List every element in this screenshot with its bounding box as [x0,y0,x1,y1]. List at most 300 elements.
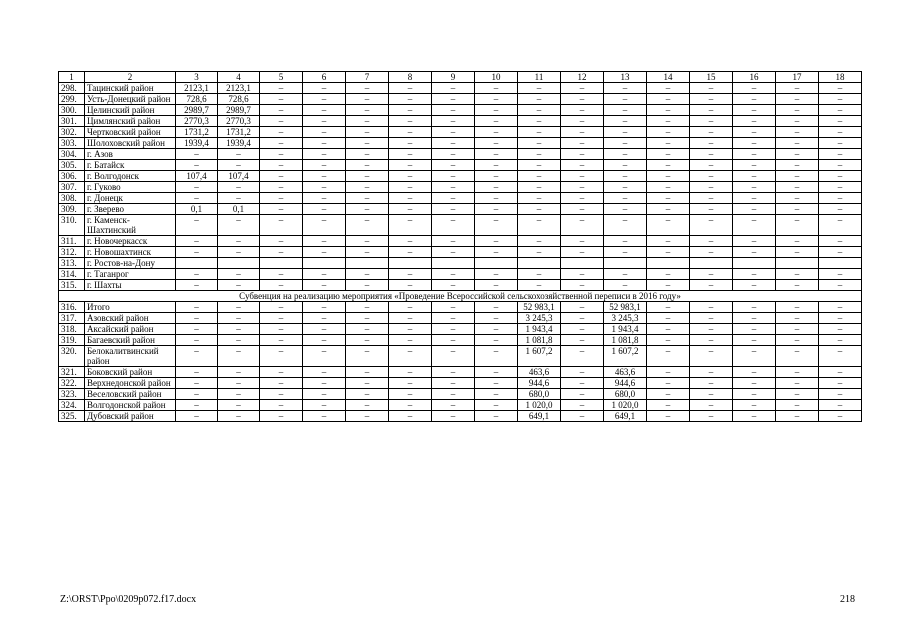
cell-dash: – [389,247,432,258]
cell-dash: – [432,269,475,280]
row-number: 308. [59,193,85,204]
cell-col12: – [561,400,604,411]
cell-col4: 2770,3 [218,116,260,127]
cell-dash: – [690,302,733,313]
cell-dash: – [389,127,432,138]
row-number: 303. [59,138,85,149]
cell-dash: – [733,335,776,346]
cell-col11: – [518,105,561,116]
cell-dash: – [303,215,346,236]
cell-dash: – [346,215,389,236]
cell-col3: 1939,4 [176,138,218,149]
cell-dash: – [733,400,776,411]
cell-dash: – [690,346,733,367]
row-name: Дубовский район [85,411,176,422]
cell-dash: – [432,127,475,138]
cell-dash: – [389,389,432,400]
cell-dash: – [733,215,776,236]
cell-dash: – [346,411,389,422]
row-number: 324. [59,400,85,411]
cell-dash: – [475,94,518,105]
cell-dash: – [647,160,690,171]
cell-col13: – [604,280,647,291]
cell-dash: – [475,138,518,149]
cell-dash: – [475,346,518,367]
row-name: г. Батайск [85,160,176,171]
cell-dash: – [303,83,346,94]
cell-dash: – [432,280,475,291]
cell-dash: – [260,215,303,236]
cell-dash: – [260,346,303,367]
cell-col3: – [176,236,218,247]
cell-dash: – [432,313,475,324]
row-number: 310. [59,215,85,236]
cell-dash: – [432,193,475,204]
cell-col11: – [518,269,561,280]
cell-dash: – [260,400,303,411]
cell-dash: – [647,302,690,313]
cell-col3: – [176,411,218,422]
cell-dash: – [475,160,518,171]
cell-dash: – [389,182,432,193]
cell-dash: – [346,269,389,280]
cell-dash: – [819,324,862,335]
cell-col13: – [604,149,647,160]
cell-dash: – [303,236,346,247]
cell-dash: – [475,116,518,127]
cell-dash: – [260,302,303,313]
row-number: 304. [59,149,85,160]
cell-dash: – [389,171,432,182]
cell-dash: – [647,193,690,204]
cell-dash: – [346,389,389,400]
cell-dash: – [690,269,733,280]
cell-dash: – [733,280,776,291]
cell-col12: – [561,116,604,127]
cell-dash: – [432,204,475,215]
cell-col11: – [518,247,561,258]
cell-col12: – [561,149,604,160]
row-name: Белокалитвинский район [85,346,176,367]
row-name: г. Шахты [85,280,176,291]
row-number: 320. [59,346,85,367]
cell-col3: – [176,280,218,291]
cell-dash: – [432,367,475,378]
cell-col11: 1 081,8 [518,335,561,346]
cell-dash: – [690,83,733,94]
cell-col11: – [518,215,561,236]
cell-dash: – [647,335,690,346]
cell-dash: – [690,204,733,215]
cell-col11: – [518,204,561,215]
cell-dash: – [690,280,733,291]
cell-dash: – [733,204,776,215]
row-number: 309. [59,204,85,215]
cell-dash [647,258,690,269]
cell-dash: – [819,346,862,367]
cell-col13 [604,258,647,269]
cell-dash: – [647,105,690,116]
cell-dash: – [260,335,303,346]
cell-dash: – [776,346,819,367]
cell-dash: – [475,127,518,138]
table-row [59,138,862,149]
column-header: 14 [647,72,690,83]
cell-dash: – [389,215,432,236]
cell-col4: 728,6 [218,94,260,105]
cell-dash: – [819,335,862,346]
cell-dash: – [389,138,432,149]
cell-col13: – [604,269,647,280]
cell-col4: – [218,324,260,335]
footer-file-path: Z:\ORST\Ppo\0209p072.f17.docx [60,594,197,605]
cell-col3: – [176,160,218,171]
cell-dash: – [346,302,389,313]
cell-dash: – [346,313,389,324]
cell-dash: – [647,269,690,280]
cell-dash: – [776,378,819,389]
table-row [59,83,862,94]
cell-col3: 107,4 [176,171,218,182]
cell-col12: – [561,236,604,247]
cell-col4: – [218,269,260,280]
cell-col12: – [561,160,604,171]
cell-dash: – [647,236,690,247]
cell-dash [260,258,303,269]
cell-col11: – [518,171,561,182]
cell-dash: – [776,400,819,411]
cell-dash: – [690,324,733,335]
cell-dash: – [733,378,776,389]
row-number: 317. [59,313,85,324]
cell-dash: – [690,127,733,138]
cell-dash: – [389,367,432,378]
cell-dash: – [776,324,819,335]
cell-dash: – [303,367,346,378]
cell-dash: – [819,269,862,280]
cell-dash: – [303,138,346,149]
cell-col4: 1939,4 [218,138,260,149]
cell-dash: – [733,138,776,149]
cell-dash: – [303,193,346,204]
cell-dash [389,258,432,269]
row-name: Усть-Донецкий район [85,94,176,105]
cell-dash: – [819,378,862,389]
table-row [59,313,862,324]
table-row [59,182,862,193]
cell-col3: – [176,389,218,400]
table-row [59,171,862,182]
cell-dash: – [432,247,475,258]
cell-dash: – [819,193,862,204]
cell-dash: – [819,247,862,258]
cell-dash: – [475,215,518,236]
cell-dash: – [475,247,518,258]
cell-dash: – [776,116,819,127]
cell-dash: – [690,378,733,389]
cell-dash: – [389,105,432,116]
cell-col12: – [561,302,604,313]
cell-dash: – [776,236,819,247]
cell-col13: – [604,160,647,171]
cell-col13: 463,6 [604,367,647,378]
table-row [59,149,862,160]
cell-col4: – [218,335,260,346]
row-name: г. Новошахтинск [85,247,176,258]
column-header: 17 [776,72,819,83]
cell-dash: – [776,171,819,182]
cell-col12: – [561,335,604,346]
cell-dash: – [389,193,432,204]
cell-dash: – [647,400,690,411]
cell-dash: – [303,411,346,422]
cell-col3: – [176,346,218,367]
cell-dash: – [819,367,862,378]
cell-dash: – [475,83,518,94]
row-number: 318. [59,324,85,335]
cell-dash: – [303,269,346,280]
cell-dash: – [432,335,475,346]
cell-col11: 1 607,2 [518,346,561,367]
row-name: г. Донецк [85,193,176,204]
cell-dash: – [647,149,690,160]
cell-dash: – [346,378,389,389]
cell-dash: – [776,94,819,105]
cell-col4: – [218,160,260,171]
table-row [59,335,862,346]
cell-col12: – [561,127,604,138]
cell-col4: 2123,1 [218,83,260,94]
cell-col13: – [604,215,647,236]
cell-col11: 3 245,3 [518,313,561,324]
cell-col3: – [176,367,218,378]
cell-dash: – [303,105,346,116]
cell-dash: – [346,116,389,127]
section-row [59,291,862,302]
row-name: Багаевский район [85,335,176,346]
cell-col13: – [604,138,647,149]
cell-dash: – [346,367,389,378]
cell-dash: – [475,411,518,422]
cell-dash: – [647,138,690,149]
row-name: Шолоховский район [85,138,176,149]
section-title: Субвенция на реализацию мероприятия «Проведение Всероссийской сельскохозяйственной переписи в 2016 году» [59,291,862,302]
cell-col3: 2770,3 [176,116,218,127]
column-header: 7 [346,72,389,83]
cell-dash [690,258,733,269]
cell-dash: – [260,411,303,422]
row-number: 311. [59,236,85,247]
cell-dash: – [260,171,303,182]
cell-dash: – [260,269,303,280]
cell-dash: – [475,389,518,400]
table-row [59,116,862,127]
cell-col11: 52 983,1 [518,302,561,313]
cell-col12 [561,258,604,269]
cell-dash: – [733,182,776,193]
cell-col11: – [518,236,561,247]
cell-dash: – [432,138,475,149]
cell-dash: – [475,324,518,335]
cell-dash: – [303,400,346,411]
cell-dash: – [690,247,733,258]
cell-dash: – [819,302,862,313]
cell-col4: – [218,400,260,411]
cell-col3: – [176,182,218,193]
cell-col11 [518,258,561,269]
cell-dash: – [260,83,303,94]
row-name: Верхнедонской район [85,378,176,389]
cell-dash: – [776,313,819,324]
cell-dash: – [819,116,862,127]
cell-dash: – [733,105,776,116]
cell-col3: – [176,269,218,280]
cell-col4: – [218,215,260,236]
cell-dash: – [432,346,475,367]
cell-col4: – [218,302,260,313]
cell-col12: – [561,105,604,116]
cell-col11: 680,0 [518,389,561,400]
cell-col4: – [218,149,260,160]
cell-dash: – [389,280,432,291]
cell-dash: – [647,313,690,324]
cell-dash: – [733,83,776,94]
cell-dash [432,258,475,269]
cell-dash: – [260,247,303,258]
table-row [59,258,862,269]
cell-dash: – [819,138,862,149]
row-number: 302. [59,127,85,138]
cell-col13: – [604,116,647,127]
cell-col4: – [218,411,260,422]
cell-dash: – [647,346,690,367]
cell-dash: – [260,367,303,378]
cell-dash: – [690,182,733,193]
cell-dash: – [260,204,303,215]
cell-col11: – [518,116,561,127]
cell-dash: – [776,247,819,258]
row-number: 323. [59,389,85,400]
row-name: г. Зверево [85,204,176,215]
cell-dash: – [260,94,303,105]
cell-col3: 0,1 [176,204,218,215]
cell-dash: – [690,160,733,171]
cell-dash: – [303,302,346,313]
cell-dash: – [475,269,518,280]
cell-dash: – [776,302,819,313]
cell-dash: – [776,389,819,400]
cell-dash [346,258,389,269]
cell-dash: – [303,94,346,105]
row-number: 325. [59,411,85,422]
cell-dash: – [475,193,518,204]
cell-col4: – [218,280,260,291]
cell-dash: – [260,389,303,400]
cell-dash [733,258,776,269]
cell-col4 [218,258,260,269]
row-number: 307. [59,182,85,193]
cell-dash: – [346,400,389,411]
cell-dash: – [475,313,518,324]
cell-dash: – [303,335,346,346]
cell-col13: 1 607,2 [604,346,647,367]
cell-dash: – [303,324,346,335]
cell-dash: – [432,149,475,160]
column-header: 13 [604,72,647,83]
cell-dash: – [260,280,303,291]
cell-col11: 1 943,4 [518,324,561,335]
subsidy-table [58,71,862,422]
cell-dash: – [303,160,346,171]
table-row [59,204,862,215]
cell-dash: – [432,105,475,116]
cell-dash: – [303,280,346,291]
cell-dash: – [690,313,733,324]
cell-col13: – [604,204,647,215]
cell-col12: – [561,83,604,94]
cell-col13: 680,0 [604,389,647,400]
row-name: г. Каменск-Шахтинский [85,215,176,236]
cell-dash: – [733,193,776,204]
cell-dash: – [733,236,776,247]
cell-dash: – [389,83,432,94]
cell-col11: – [518,138,561,149]
cell-col11: – [518,127,561,138]
cell-dash: – [690,94,733,105]
cell-dash: – [647,215,690,236]
cell-dash: – [432,171,475,182]
cell-col3 [176,258,218,269]
cell-col13: – [604,236,647,247]
cell-dash: – [776,335,819,346]
row-name: г. Гуково [85,182,176,193]
cell-col13: 1 020,0 [604,400,647,411]
cell-dash: – [346,346,389,367]
cell-dash: – [303,247,346,258]
column-header: 6 [303,72,346,83]
column-header: 3 [176,72,218,83]
cell-dash: – [819,83,862,94]
cell-dash: – [475,335,518,346]
cell-dash: – [819,149,862,160]
row-name: Итого [85,302,176,313]
cell-col4: – [218,236,260,247]
cell-dash: – [647,324,690,335]
cell-dash: – [776,269,819,280]
cell-dash: – [303,116,346,127]
table-row [59,236,862,247]
row-number: 316. [59,302,85,313]
cell-dash: – [733,346,776,367]
column-header: 16 [733,72,776,83]
cell-col13: – [604,247,647,258]
cell-dash: – [776,127,819,138]
table-row [59,160,862,171]
cell-dash: – [303,204,346,215]
column-header: 4 [218,72,260,83]
cell-dash: – [260,138,303,149]
row-name: Азовский район [85,313,176,324]
column-header: 10 [475,72,518,83]
cell-col12: – [561,215,604,236]
cell-dash: – [733,171,776,182]
cell-dash: – [475,400,518,411]
cell-dash: – [432,116,475,127]
cell-dash: – [733,127,776,138]
cell-dash: – [346,171,389,182]
table-row [59,346,862,367]
cell-col11: 1 020,0 [518,400,561,411]
